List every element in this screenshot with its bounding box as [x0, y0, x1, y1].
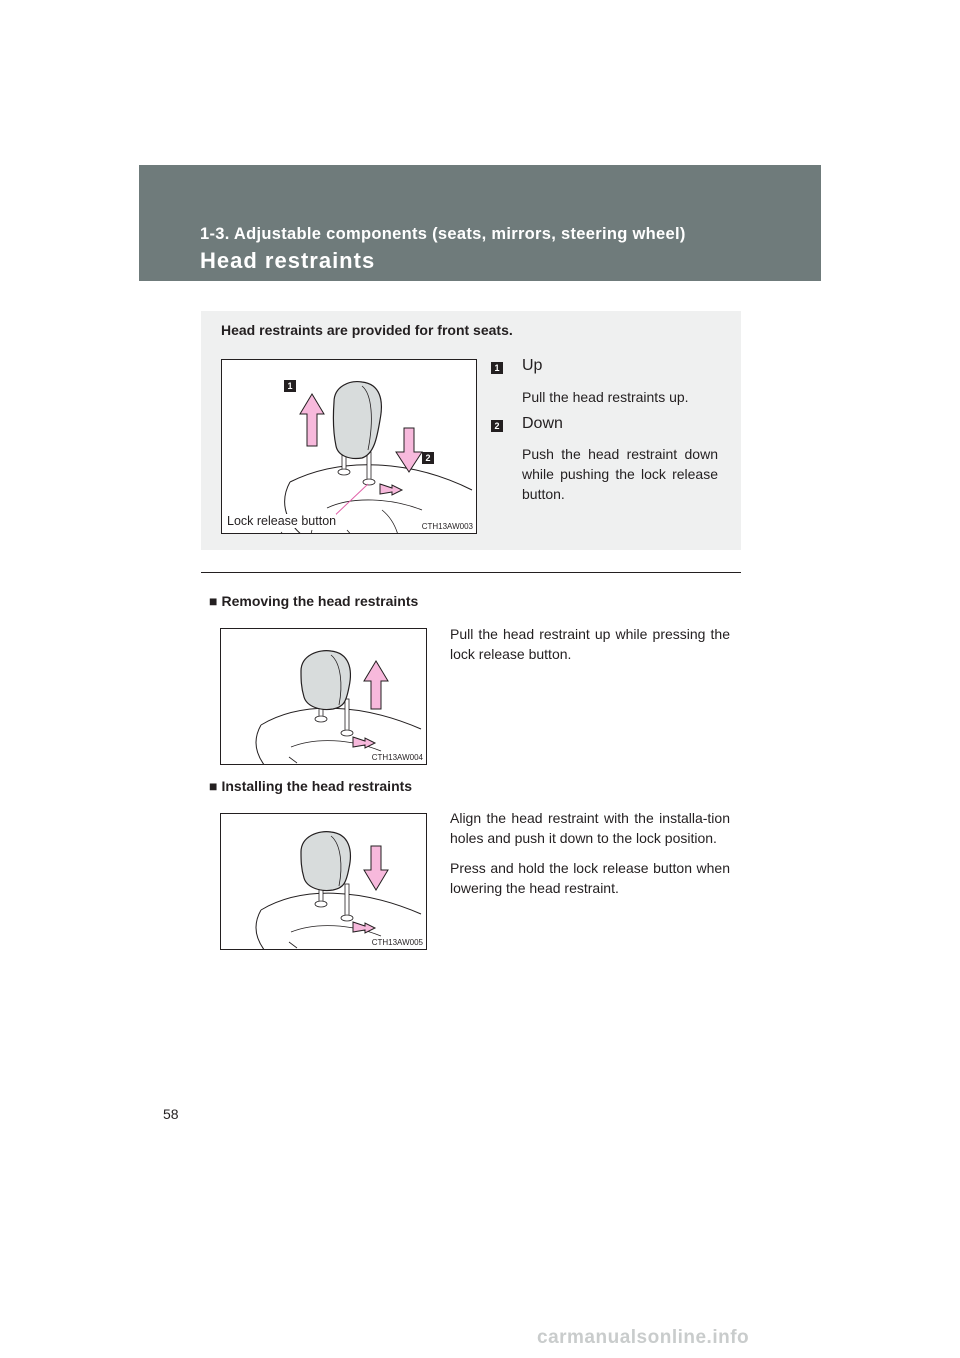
figure-code: CTH13AW005: [371, 938, 423, 947]
watermark: carmanualsonline.info: [537, 1327, 750, 1348]
figure-up-down: [221, 359, 477, 534]
installing-paragraph-2: Press and hold the lock release button when lowering the head restraint.: [450, 860, 730, 896]
step-title-up: Up: [522, 357, 543, 374]
lock-release-callout: Lock release button: [227, 514, 337, 528]
heading-marker: ■: [209, 593, 218, 609]
figure-removing: [220, 628, 427, 765]
step-text-up: Pull the head restraints up.: [522, 389, 689, 405]
heading-marker: ■: [209, 778, 218, 794]
headrest-remove-illustration: [221, 629, 427, 765]
step-badge-1: 1: [491, 362, 503, 374]
heading-removing: [209, 593, 418, 609]
step-title-down: Down: [522, 415, 563, 432]
removing-text: [450, 624, 730, 674]
figure-code: CTH13AW004: [371, 753, 423, 762]
section-title: 1-3. Adjustable components (seats, mirrors, steering wheel): [200, 225, 686, 243]
figure-code: CTH13AW003: [421, 522, 473, 531]
installing-paragraph-1: Align the head restraint with the installa-tion holes and push it down to the lock position.: [450, 810, 730, 846]
headrest-install-illustration: [221, 814, 427, 950]
heading-installing-text: Installing the head restraints: [221, 778, 413, 794]
section-divider: [201, 572, 741, 573]
chapter-header: [139, 165, 821, 281]
intro-box: [201, 311, 741, 550]
heading-removing-text: Removing the head restraints: [221, 593, 419, 609]
intro-text: Head restraints are provided for front seats.: [221, 322, 513, 338]
headrest-up-down-illustration: [222, 360, 477, 534]
page-number: 58: [163, 1106, 179, 1122]
page-title: Head restraints: [200, 248, 376, 273]
heading-installing: [209, 778, 412, 794]
removing-paragraph: Pull the head restraint up while pressing the lock release button.: [450, 626, 730, 662]
installing-text: [450, 808, 730, 908]
figure-installing: [220, 813, 427, 950]
step-text-down: Push the head restraint down while pushing the lock release button.: [522, 446, 718, 502]
figure-badge-2: 2: [422, 452, 434, 464]
step-badge-2: 2: [491, 420, 503, 432]
figure-badge-1: 1: [284, 380, 296, 392]
